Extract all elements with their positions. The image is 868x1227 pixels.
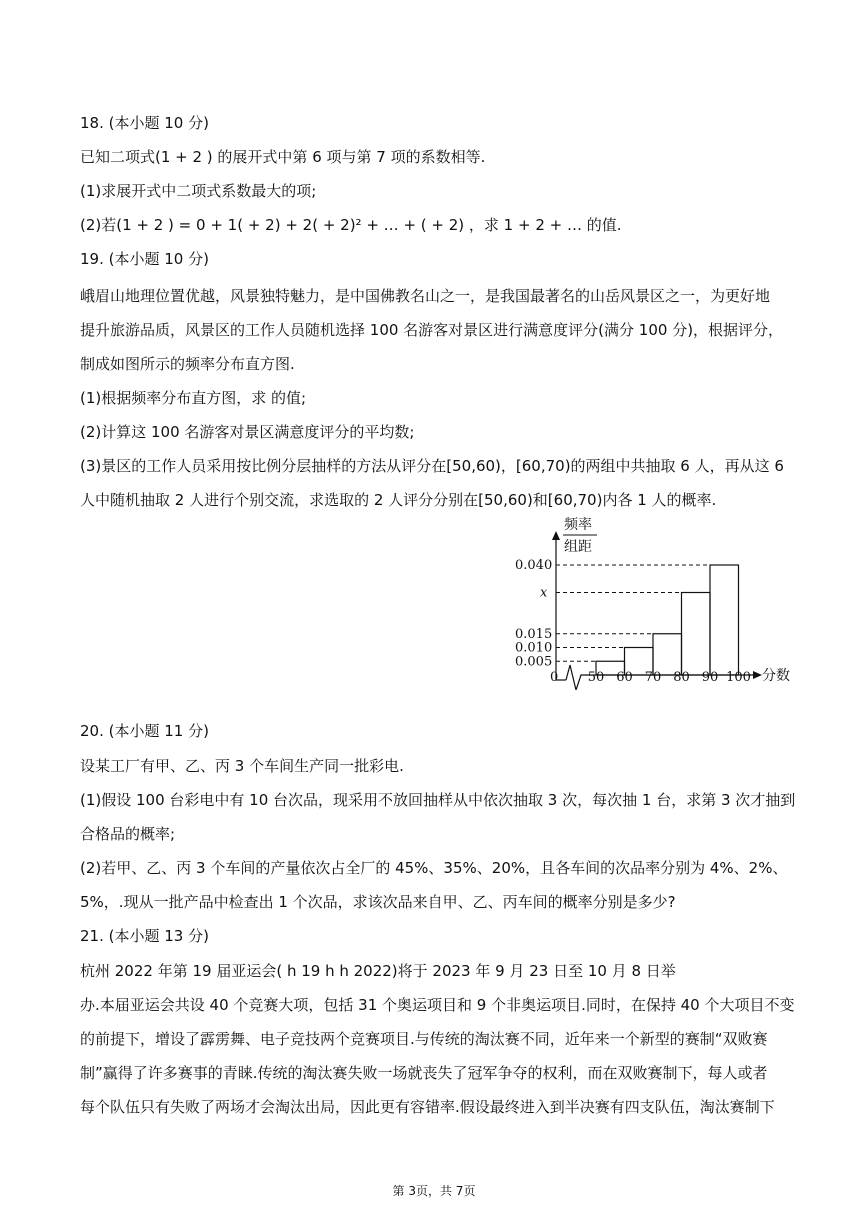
histogram-bar: [653, 634, 682, 675]
q20-part1-line2: 合格品的概率;: [80, 825, 176, 843]
q20-header: 20. (本小题 11 分): [80, 722, 209, 740]
x-tick-label: 80: [673, 670, 690, 685]
q20-stem: 设某工厂有甲、乙、丙 3 个车间生产同一批彩电.: [80, 757, 404, 775]
y-label-bottom: 组距: [564, 539, 592, 555]
x-axis-arrow: [753, 671, 762, 679]
q21-line4: 制”赢得了许多赛事的青睐.传统的淘汰赛失败一场就丧失了冠军争夺的权利，而在双败赛制下，每人或者: [80, 1064, 768, 1082]
q19-part3-line1: (3)景区的工作人员采用按比例分层抽样的方法从评分在[50,60)，[60,70)的两组中共抽取 6 人，再从这 6: [80, 457, 784, 475]
y-tick-label: x: [540, 585, 548, 601]
y-axis-arrow: [552, 531, 560, 540]
y-tick-label: 0.010: [515, 640, 553, 656]
x-tick-label: 90: [701, 670, 719, 685]
frequency-histogram: [500, 515, 800, 690]
q19-stem-line3: 制成如图所示的频率分布直方图.: [80, 355, 295, 373]
y-label-top: 频率: [564, 517, 592, 533]
q18-part1: (1)求展开式中二项式系数最大的项;: [80, 182, 317, 200]
q20-part1-line1: (1)假设 100 台彩电中有 10 台次品，现采用不放回抽样从中依次抽取 3 次，每次抽 1 台，求第 3 次才抽到: [80, 791, 796, 809]
histogram-bar: [682, 593, 711, 676]
page-footer: 第 3页，共 7页: [392, 1184, 476, 1198]
q20-part2-line2: 5%，.现从一批产品中检查出 1 个次品，求该次品来自甲、乙、丙车间的概率分别是多少?: [80, 893, 676, 911]
q21-line1: 杭州 2022 年第 19 届亚运会( h 19 h h 2022)将于 2023 年 9 月 23 日至 10 月 8 日举: [80, 962, 676, 980]
histogram-axes: [550, 517, 790, 690]
x-tick-label: 100: [726, 670, 751, 685]
q19-part3-line2: 人中随机抽取 2 人进行个别交流，求选取的 2 人评分分别在[50,60)和[60,70)内各 1 人的概率.: [80, 491, 717, 509]
q19-part1: (1)根据频率分布直方图，求 的值;: [80, 389, 307, 407]
q19-part2: (2)计算这 100 名游客对景区满意度评分的平均数;: [80, 423, 415, 441]
y-tick-label: 0.040: [515, 558, 553, 573]
y-tick-label: 0.005: [515, 654, 553, 670]
origin-label: 0: [550, 670, 559, 685]
q21-line5: 每个队伍只有失败了两场才会淘汰出局，因此更有容错率.假设最终进入到半决赛有四支队伍，淘汰赛制下: [80, 1098, 775, 1116]
histogram-marks: [515, 558, 751, 685]
q19-stem-line2: 提升旅游品质，风景区的工作人员随机选择 100 名游客对景区进行满意度评分(满分 100 分)，根据评分，: [80, 321, 784, 339]
histogram-bar: [710, 565, 739, 675]
x-tick-label: 70: [644, 670, 662, 685]
q18-stem: 已知二项式(1 + 2 ) 的展开式中第 6 项与第 7 项的系数相等.: [80, 148, 486, 166]
q21-line3: 的前提下，增设了霹雳舞、电子竞技两个竞赛项目.与传统的淘汰赛不同，近年来一个新型的赛制“双败赛: [80, 1030, 768, 1048]
x-tick-label: 60: [616, 670, 633, 685]
q19-header: 19. (本小题 10 分): [80, 250, 209, 268]
axis-break: [566, 665, 586, 690]
y-tick-label: 0.015: [515, 626, 553, 642]
q18-header: 18. (本小题 10 分): [80, 114, 209, 132]
q21-line2: 办.本届亚运会共设 40 个竞赛大项，包括 31 个奥运项目和 9 个非奥运项目.同时，在保持 40 个大项目不变: [80, 996, 795, 1014]
q19-stem-line1: 峨眉山地理位置优越，风景独特魅力，是中国佛教名山之一，是我国最著名的山岳风景区之一，为更好地: [80, 287, 771, 305]
q18-part2: (2)若(1 + 2 ) = 0 + 1( + 2) + 2( + 2)² + … + ( + 2) ，求 1 + 2 + … 的值.: [80, 216, 622, 234]
q21-header: 21. (本小题 13 分): [80, 927, 209, 945]
q20-part2-line1: (2)若甲、乙、丙 3 个车间的产量依次占全厂的 45%、35%、20%，且各车间的次品率分别为 4%、2%、: [80, 859, 788, 877]
x-tick-label: 50: [587, 670, 605, 685]
x-axis-label: 分数: [762, 668, 790, 684]
